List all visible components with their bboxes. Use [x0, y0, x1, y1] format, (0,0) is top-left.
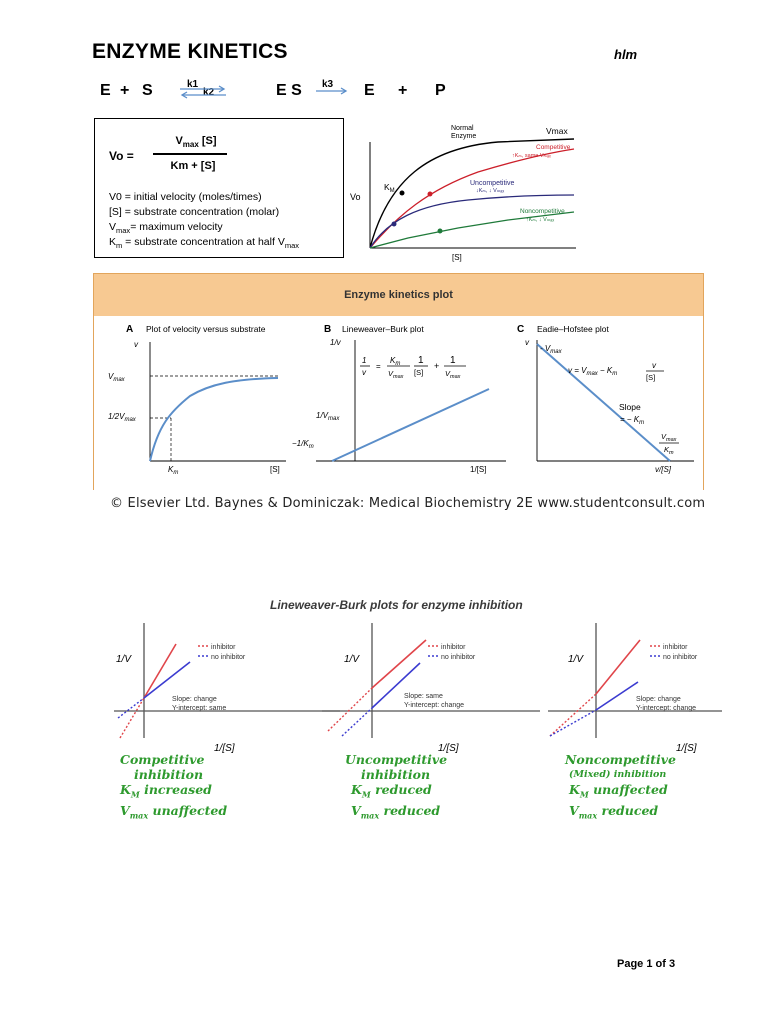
caption-uncompetitive: Uncompetitive inhibition $K_M$ reduced $V_{max}$ reduced	[345, 752, 448, 820]
plot-c-title: Eadie–Hofstee plot	[537, 324, 609, 334]
plot-b-eq-v: v	[362, 368, 366, 377]
noncompetitive-sublabel: ↑Kₘ, ↓ Vₘₐₓ	[526, 217, 555, 223]
definition-vmax: $V_{max}=$ maximum velocity	[109, 221, 223, 236]
fraction-bar	[153, 153, 227, 155]
plot-c-equation: $v = V_{max} - K_m$	[568, 366, 618, 377]
lb-xaxis-label-2: 1/[S]	[438, 743, 459, 754]
plot-b-xaxis-label: 1/[S]	[470, 465, 487, 474]
equation-numerator: $V_{max}$ [S]	[175, 135, 217, 150]
uncompetitive-sublabel: ↓Kₘ, ↓ Vₘₐₓ	[476, 188, 505, 194]
lb-slope-1: Slope: change	[172, 696, 217, 703]
forward-arrow	[314, 81, 350, 97]
plot-a-vmax: $V_{max}$	[108, 372, 125, 383]
caption-noncompetitive: Noncompetitive (Mixed) inhibition $K_M$ unaffected $V_{max}$ reduced	[565, 752, 676, 820]
rate-k3: k3	[322, 79, 334, 90]
lb-yaxis-label-1: 1/V	[116, 654, 132, 665]
plot-c-xint-num: $V_{max}$	[661, 432, 677, 443]
lb-plot-uncompetitive	[322, 623, 540, 754]
km-point-normal	[400, 191, 405, 196]
competitive-label: Competitive	[536, 144, 571, 151]
plot-b-eq-s: [S]	[414, 368, 424, 377]
plot-c-xaxis-label: v/[S]	[655, 465, 672, 474]
lb-intercept-2: Y-intercept: change	[404, 702, 465, 709]
plot-b-eq-one-b: 1	[418, 355, 424, 366]
km-point-noncompetitive	[438, 229, 443, 234]
plot-c-vmax: - $V_{max}$	[540, 344, 562, 355]
lb-legend-inhibitor-3: inhibitor	[663, 644, 688, 651]
lb-slope-3: Slope: change	[636, 696, 681, 703]
enzyme-symbol: E	[100, 82, 111, 99]
plot-a-letter: A	[126, 324, 134, 335]
plot-a-half-vmax: $1/2V_{max}$	[108, 412, 136, 423]
enzyme-kinetics-panel	[93, 273, 704, 490]
lb-legend-noinhibitor-2: no inhibitor	[441, 654, 476, 661]
plot-b-eq-one: 1	[362, 356, 367, 365]
plot-c-slope: Slope	[619, 402, 641, 412]
michaelis-menten-box	[94, 118, 344, 258]
plot-a-s: [S]	[270, 465, 280, 474]
rate-k2: k2	[203, 87, 215, 98]
normal-label: Normal	[451, 125, 474, 132]
equilibrium-arrows	[178, 81, 228, 101]
plot-a-km: $K_m$	[168, 465, 179, 476]
enzyme-product-symbol: E	[364, 82, 375, 99]
plot-b-line	[332, 389, 489, 461]
caption-competitive: Competitive inhibition $K_M$ increased $V_{max}$ unaffected	[120, 752, 228, 820]
definition-km: $K_m$ = substrate concentration at half $V_{max}$	[109, 236, 299, 251]
lb-noinhibitor-ext-2	[342, 708, 372, 736]
image-credit: © Elsevier Ltd. Baynes & Dominiczak: Medical Biochemistry 2E www.studentconsult.com	[110, 496, 706, 511]
lb-intercept-3: Y-intercept: change	[636, 705, 697, 712]
lineweaver-burk-plots	[110, 618, 730, 758]
lb-slope-2: Slope: same	[404, 693, 443, 700]
rate-k1: k1	[187, 79, 199, 90]
reaction-equation	[100, 78, 460, 108]
lb-noinhibitor-ext-3	[550, 710, 596, 736]
equation-denominator: Km + [S]	[170, 160, 216, 172]
author-initials: hlm	[614, 47, 638, 62]
lb-legend-noinhibitor-1: no inhibitor	[211, 654, 246, 661]
plot-c-line	[537, 344, 670, 461]
plot-b	[292, 324, 506, 474]
plot-b-xint: $-1/K_m$	[292, 439, 314, 450]
uncompetitive-label: Uncompetitive	[470, 180, 515, 187]
plot-b-eq-plus: +	[434, 361, 440, 371]
plot-b-eq-vmax2: $V_{max}$	[445, 369, 461, 380]
competitive-curve	[370, 149, 574, 248]
enzyme-label: Enzyme	[451, 133, 477, 140]
enzyme-substrate-complex: E S	[276, 82, 302, 99]
lb-yaxis-label-3: 1/V	[568, 654, 584, 665]
plot-b-letter: B	[324, 324, 332, 335]
lb-plot-competitive	[114, 623, 340, 754]
plus-sign-2: +	[398, 82, 408, 99]
plot-b-yaxis-label: 1/v	[330, 338, 341, 347]
plot-c	[517, 324, 694, 474]
chart-vo-label: Vo	[350, 192, 361, 202]
lb-legend-inhibitor-1: inhibitor	[211, 644, 236, 651]
plot-a-title: Plot of velocity versus substrate	[146, 324, 266, 334]
substrate-symbol: S	[142, 82, 153, 99]
plot-a	[108, 324, 286, 476]
lb-inhibitor-ext-3	[550, 694, 596, 736]
plot-b-eq-km: $K_m$	[390, 356, 401, 367]
lb-legend-noinhibitor-3: no inhibitor	[663, 654, 698, 661]
plot-b-intercept: $1/V_{max}$	[316, 411, 340, 422]
km-point-uncompetitive	[392, 222, 397, 227]
page-number: Page 1 of 3	[617, 958, 676, 970]
plot-b-eq-one-c: 1	[450, 355, 456, 366]
plot-c-eq-num: v	[652, 361, 656, 370]
lb-yaxis-label-2: 1/V	[344, 654, 360, 665]
competitive-sublabel: ↑Kₘ, same Vₘₐₓ	[512, 153, 551, 159]
plot-c-v: v	[525, 338, 529, 347]
page-title: ENZYME KINETICS	[92, 40, 288, 63]
vo-lhs: Vo =	[109, 149, 134, 163]
plot-a-v: v	[134, 340, 138, 349]
product-symbol: P	[435, 82, 446, 99]
lb-intercept-1: Y-intercept: same	[172, 705, 227, 712]
plot-a-curve	[150, 378, 278, 461]
lb-inhibitor-ext-2	[328, 688, 372, 731]
plot-b-eq-equals: =	[376, 362, 381, 371]
lb-plot-noncompetitive	[548, 623, 722, 754]
plot-c-xint-den: $K_m$	[664, 445, 674, 456]
plus-sign: +	[120, 82, 130, 99]
definition-s: [S] = substrate concentration (molar)	[109, 206, 280, 218]
km-point-competitive	[428, 192, 433, 197]
lb-legend-inhibitor-2: inhibitor	[441, 644, 466, 651]
km-label: $K_M$	[384, 182, 395, 194]
lb-noinhibitor-line-1	[144, 662, 190, 698]
inhibition-curves-chart	[348, 120, 588, 265]
chart-s-label: [S]	[452, 253, 462, 262]
lineweaver-burk-title: Lineweaver-Burk plots for enzyme inhibition	[270, 598, 523, 612]
plot-c-letter: C	[517, 324, 525, 335]
noncompetitive-label: Noncompetitive	[520, 208, 565, 215]
plot-c-eq-den: [S]	[646, 373, 656, 382]
plot-c-slope-value: = − $K_m$	[620, 415, 645, 426]
kinetics-plots	[94, 316, 705, 491]
lb-xaxis-label-1: 1/[S]	[214, 743, 235, 754]
definition-v0: V0 = initial velocity (moles/times)	[109, 191, 262, 203]
plot-b-eq-vmax: $V_{max}$	[388, 369, 404, 380]
lb-xaxis-label-3: 1/[S]	[676, 743, 697, 754]
panel-body	[94, 316, 703, 491]
lb-noinhibitor-ext-1	[118, 698, 144, 718]
lb-inhibitor-line-1	[144, 644, 176, 698]
vmax-label: Vmax	[546, 126, 568, 136]
plot-b-title: Lineweaver–Burk plot	[342, 324, 424, 334]
lb-inhibitor-ext-1	[120, 698, 144, 738]
panel-title: Enzyme kinetics plot	[94, 274, 703, 316]
